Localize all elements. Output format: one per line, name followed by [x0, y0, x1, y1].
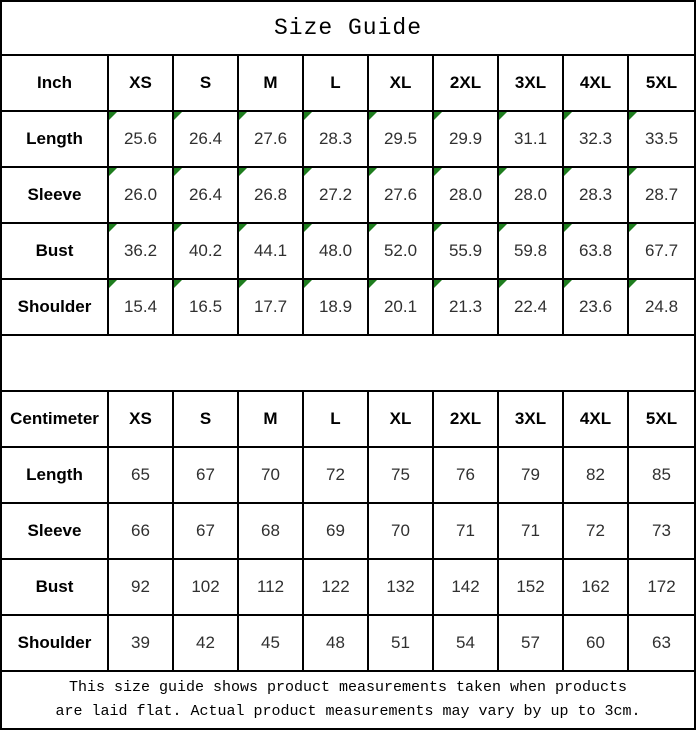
measurement-cell: 21.3 [434, 280, 499, 336]
comment-marker-icon [434, 280, 442, 288]
measurement-cell: 54 [434, 616, 499, 672]
measurement-cell: 132 [369, 560, 434, 616]
comment-marker-icon [109, 168, 117, 176]
comment-marker-icon [304, 224, 312, 232]
size-header-cell: 3XL [499, 392, 564, 448]
measurement-cell: 57 [499, 616, 564, 672]
measurement-cell: 63.8 [564, 224, 629, 280]
comment-marker-icon [564, 168, 572, 176]
size-header-cell: XS [109, 56, 174, 112]
comment-marker-icon [499, 224, 507, 232]
comment-marker-icon [109, 280, 117, 288]
footer-note [2, 672, 694, 728]
measurement-cell: 67 [174, 448, 239, 504]
comment-marker-icon [499, 112, 507, 120]
measurement-cell: 76 [434, 448, 499, 504]
comment-marker-icon [629, 224, 637, 232]
measurement-cell: 31.1 [499, 112, 564, 168]
measurement-cell: 60 [564, 616, 629, 672]
comment-marker-icon [369, 112, 377, 120]
measurement-cell: 112 [239, 560, 304, 616]
measurement-cell: 26.4 [174, 168, 239, 224]
measurement-cell: 28.0 [499, 168, 564, 224]
footer-note-line-1: This size guide shows product measurements taken when products [68, 679, 628, 696]
size-header-cell: 2XL [434, 392, 499, 448]
size-header-cell: 2XL [434, 56, 499, 112]
row-label-cell: Length [2, 112, 109, 168]
comment-marker-icon [239, 224, 247, 232]
measurement-cell: 25.6 [109, 112, 174, 168]
measurement-cell: 28.3 [304, 112, 369, 168]
unit-header-cell: Centimeter [2, 392, 109, 448]
measurement-cell: 48.0 [304, 224, 369, 280]
inch-size-table [2, 56, 694, 336]
measurement-cell: 79 [499, 448, 564, 504]
measurement-cell: 36.2 [109, 224, 174, 280]
measurement-cell: 65 [109, 448, 174, 504]
size-header-cell: M [239, 56, 304, 112]
size-header-cell: 5XL [629, 392, 694, 448]
measurement-cell: 82 [564, 448, 629, 504]
comment-marker-icon [239, 280, 247, 288]
measurement-cell: 17.7 [239, 280, 304, 336]
comment-marker-icon [499, 168, 507, 176]
comment-marker-icon [629, 280, 637, 288]
comment-marker-icon [629, 168, 637, 176]
measurement-cell: 66 [109, 504, 174, 560]
measurement-cell: 59.8 [499, 224, 564, 280]
size-header-cell: 4XL [564, 56, 629, 112]
comment-marker-icon [564, 280, 572, 288]
comment-marker-icon [499, 280, 507, 288]
measurement-cell: 39 [109, 616, 174, 672]
comment-marker-icon [564, 224, 572, 232]
measurement-cell: 29.5 [369, 112, 434, 168]
measurement-cell: 92 [109, 560, 174, 616]
centimeter-size-table [2, 392, 694, 672]
measurement-cell: 45 [239, 616, 304, 672]
size-header-cell: 4XL [564, 392, 629, 448]
measurement-cell: 28.3 [564, 168, 629, 224]
measurement-cell: 26.8 [239, 168, 304, 224]
comment-marker-icon [304, 168, 312, 176]
comment-marker-icon [239, 112, 247, 120]
size-header-cell: XL [369, 392, 434, 448]
size-header-cell: 3XL [499, 56, 564, 112]
comment-marker-icon [369, 168, 377, 176]
measurement-cell: 70 [369, 504, 434, 560]
comment-marker-icon [434, 224, 442, 232]
comment-marker-icon [434, 112, 442, 120]
comment-marker-icon [564, 112, 572, 120]
measurement-cell: 63 [629, 616, 694, 672]
measurement-cell: 27.6 [239, 112, 304, 168]
measurement-cell: 102 [174, 560, 239, 616]
size-header-cell: M [239, 392, 304, 448]
measurement-cell: 42 [174, 616, 239, 672]
measurement-cell: 44.1 [239, 224, 304, 280]
measurement-cell: 72 [304, 448, 369, 504]
row-label-cell: Bust [2, 224, 109, 280]
comment-marker-icon [174, 112, 182, 120]
footer-note-line-2: are laid flat. Actual product measurements may vary by up to 3cm. [55, 703, 641, 720]
comment-marker-icon [369, 224, 377, 232]
measurement-cell: 48 [304, 616, 369, 672]
measurement-cell: 26.4 [174, 112, 239, 168]
measurement-cell: 67.7 [629, 224, 694, 280]
measurement-cell: 162 [564, 560, 629, 616]
comment-marker-icon [304, 112, 312, 120]
measurement-cell: 67 [174, 504, 239, 560]
measurement-cell: 69 [304, 504, 369, 560]
comment-marker-icon [109, 112, 117, 120]
measurement-cell: 15.4 [109, 280, 174, 336]
measurement-cell: 142 [434, 560, 499, 616]
measurement-cell: 22.4 [499, 280, 564, 336]
comment-marker-icon [239, 168, 247, 176]
measurement-cell: 28.7 [629, 168, 694, 224]
measurement-cell: 122 [304, 560, 369, 616]
row-label-cell: Sleeve [2, 504, 109, 560]
measurement-cell: 23.6 [564, 280, 629, 336]
measurement-cell: 70 [239, 448, 304, 504]
measurement-cell: 75 [369, 448, 434, 504]
measurement-cell: 27.6 [369, 168, 434, 224]
page-title: Size Guide [2, 2, 694, 56]
measurement-cell: 40.2 [174, 224, 239, 280]
measurement-cell: 52.0 [369, 224, 434, 280]
measurement-cell: 51 [369, 616, 434, 672]
unit-header-cell: Inch [2, 56, 109, 112]
measurement-cell: 73 [629, 504, 694, 560]
measurement-cell: 20.1 [369, 280, 434, 336]
row-label-cell: Shoulder [2, 616, 109, 672]
size-header-cell: S [174, 56, 239, 112]
measurement-cell: 18.9 [304, 280, 369, 336]
measurement-cell: 72 [564, 504, 629, 560]
measurement-cell: 27.2 [304, 168, 369, 224]
row-label-cell: Length [2, 448, 109, 504]
measurement-cell: 85 [629, 448, 694, 504]
comment-marker-icon [304, 280, 312, 288]
row-label-cell: Shoulder [2, 280, 109, 336]
measurement-cell: 24.8 [629, 280, 694, 336]
measurement-cell: 71 [499, 504, 564, 560]
measurement-cell: 152 [499, 560, 564, 616]
size-header-cell: S [174, 392, 239, 448]
comment-marker-icon [629, 112, 637, 120]
size-header-cell: XS [109, 392, 174, 448]
row-label-cell: Bust [2, 560, 109, 616]
size-header-cell: L [304, 392, 369, 448]
measurement-cell: 172 [629, 560, 694, 616]
comment-marker-icon [369, 280, 377, 288]
measurement-cell: 28.0 [434, 168, 499, 224]
measurement-cell: 26.0 [109, 168, 174, 224]
size-header-cell: XL [369, 56, 434, 112]
measurement-cell: 32.3 [564, 112, 629, 168]
measurement-cell: 71 [434, 504, 499, 560]
comment-marker-icon [174, 168, 182, 176]
measurement-cell: 29.9 [434, 112, 499, 168]
comment-marker-icon [174, 280, 182, 288]
comment-marker-icon [434, 168, 442, 176]
measurement-cell: 68 [239, 504, 304, 560]
measurement-cell: 33.5 [629, 112, 694, 168]
section-divider [2, 336, 694, 392]
comment-marker-icon [109, 224, 117, 232]
comment-marker-icon [174, 224, 182, 232]
size-header-cell: 5XL [629, 56, 694, 112]
size-header-cell: L [304, 56, 369, 112]
measurement-cell: 55.9 [434, 224, 499, 280]
row-label-cell: Sleeve [2, 168, 109, 224]
measurement-cell: 16.5 [174, 280, 239, 336]
